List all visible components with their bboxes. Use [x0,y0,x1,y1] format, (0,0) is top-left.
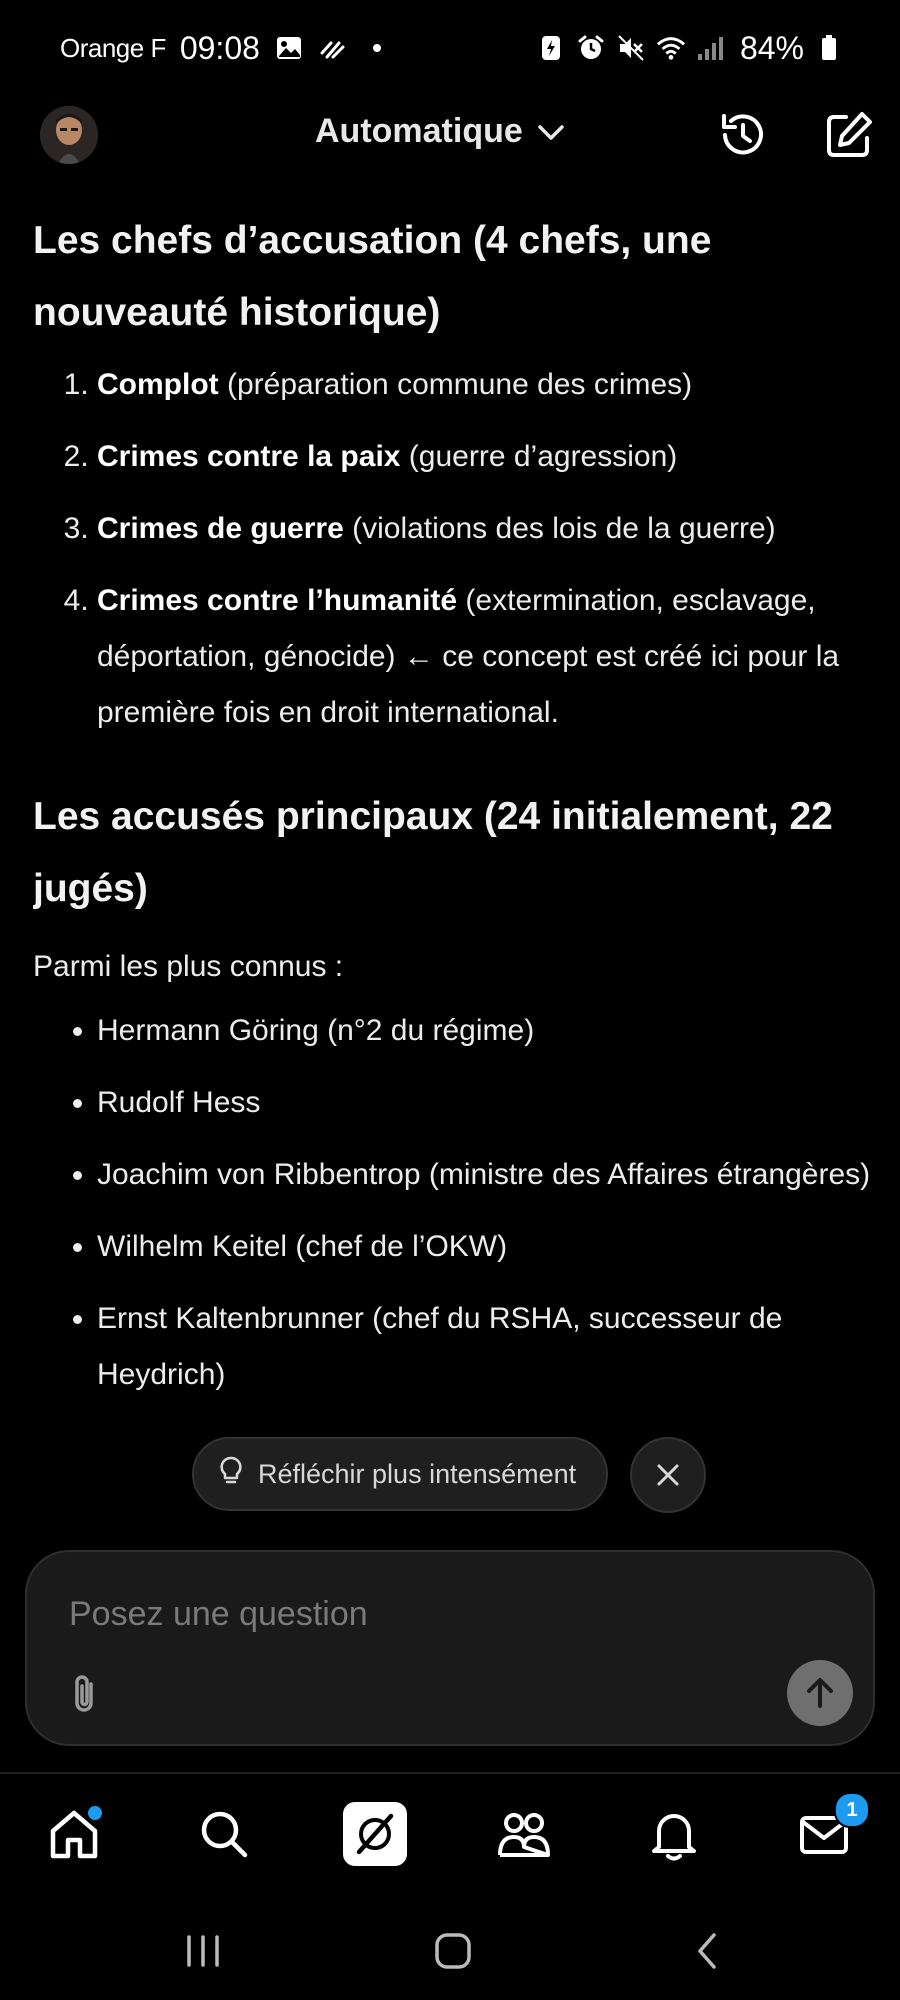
chevron-down-icon [537,112,565,151]
wifi-icon [656,33,686,63]
list-item [97,501,873,557]
grok-icon [353,1812,397,1856]
attach-button[interactable] [63,1672,109,1718]
charge-name: Complot [97,368,219,401]
mode-selector[interactable] [315,112,565,151]
list-item [97,573,873,741]
nav-home[interactable] [42,1802,106,1866]
charges-list [33,357,873,741]
charge-name: Crimes contre l’humanité [97,584,458,617]
status-left [60,30,392,67]
recent-apps-icon [183,1933,223,1969]
avatar[interactable] [40,106,98,164]
bottom-nav [0,1774,900,1894]
back-button[interactable] [682,1928,732,1974]
bell-icon [649,1807,699,1861]
dismiss-suggestion-button[interactable] [630,1437,706,1513]
paperclip-icon [63,1672,109,1718]
nav-search[interactable] [192,1802,256,1866]
alarm-icon [576,33,606,63]
status-bar [0,0,900,96]
compose-icon [822,108,876,162]
app-header [0,96,900,176]
home-notification-dot [88,1806,102,1820]
lightbulb-icon [218,1456,244,1493]
list-item [97,357,873,413]
nav-communities[interactable] [492,1802,556,1866]
recent-apps-button[interactable] [178,1928,228,1974]
list-item [97,429,873,485]
activity-icon [318,33,348,63]
charge-name: Crimes contre la paix [97,440,401,473]
section-intro: Parmi les plus connus : [33,950,344,983]
close-icon [656,1463,680,1487]
system-nav [0,1900,900,2000]
messages-count-badge: 1 [834,1792,870,1828]
mode-label: Automatique [315,112,523,150]
charge-description: (préparation commune des crimes) [218,368,693,401]
mute-icon [616,33,646,63]
think-harder-button[interactable] [192,1437,608,1511]
home-system-button[interactable] [428,1928,478,1974]
list-item: • Ernst Kaltenbrunner (chef du RSHA, successeur de Heydrich) [97,1291,873,1403]
search-icon [199,1809,249,1859]
battery-saver-icon [536,33,566,63]
people-icon [496,1809,552,1859]
section-heading-defendants: Les accusés principaux (24 initialement, 22 jugés) [33,795,833,910]
history-button[interactable] [716,108,770,162]
list-item: • Wilhelm Keitel (chef de l’OKW) [97,1219,873,1275]
avatar-image [40,106,98,164]
send-button[interactable] [787,1660,853,1726]
list-item: • Joachim von Ribbentrop (ministre des Affaires étrangères) [97,1147,873,1203]
dot-icon [362,33,392,63]
gallery-icon [274,33,304,63]
nav-grok[interactable] [343,1802,407,1866]
back-chevron-icon [692,1931,722,1971]
battery-percentage: 84% [739,29,804,66]
battery-icon [814,33,844,63]
nav-messages[interactable] [792,1798,858,1866]
think-harder-label: Réfléchir plus intensément [258,1458,577,1489]
signal-icon [696,33,726,63]
status-right [536,30,844,67]
defendants-list [33,1003,873,1403]
list-item: • Rudolf Hess [97,1075,873,1131]
arrow-up-icon [803,1676,837,1710]
carrier-name: Orange F [60,32,166,63]
clock: 09:08 [179,29,260,66]
question-input[interactable] [67,1588,771,1640]
history-icon [716,108,770,162]
nav-notifications[interactable] [642,1802,706,1866]
composer [25,1550,875,1746]
charge-description: (extermination, esclavage, déportation, génocide) ← ce concept est créé ici pour la première fois en droit international. [97,584,840,729]
section-heading-charges: Les chefs d’accusation (4 chefs, une nouveauté historique) [33,219,712,334]
list-item: • Hermann Göring (n°2 du régime) [97,1003,873,1059]
charge-name: Crimes de guerre [97,512,344,545]
chat-response [33,205,873,1505]
charge-description: (violations des lois de la guerre) [343,512,776,545]
charge-description: (guerre d’agression) [400,440,678,473]
home-square-icon [433,1931,473,1971]
new-chat-button[interactable] [822,108,876,162]
